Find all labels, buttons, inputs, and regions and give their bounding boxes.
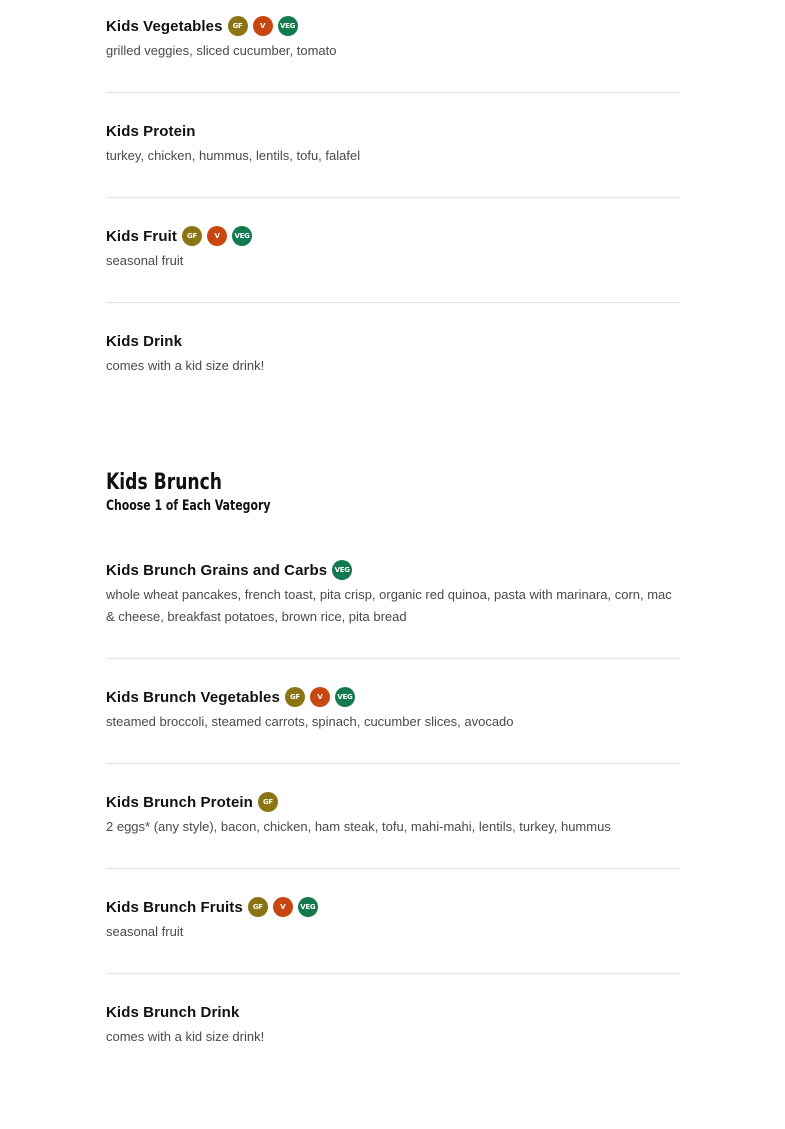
menu-item-description: seasonal fruit (106, 924, 184, 939)
menu-item-kids-drink (106, 330, 680, 377)
dietary-badges (182, 226, 257, 246)
veg-badge-icon: VEG (332, 560, 352, 580)
kids-brunch-menu-list (106, 559, 680, 1048)
menu-item-kids-brunch-protein (106, 791, 680, 869)
menu-item-header (106, 225, 680, 247)
menu-item-name: Kids Brunch Vegetables (106, 688, 280, 706)
menu-item-header (106, 686, 680, 708)
menu-item-name: Kids Brunch Grains and Carbs (106, 561, 328, 579)
menu-item-description: grilled veggies, sliced cucumber, tomato (106, 43, 337, 58)
menu-item-name: Kids Brunch Fruits (106, 898, 243, 916)
v-badge-icon: V (253, 16, 273, 36)
menu-item-name: Kids Protein (106, 122, 196, 140)
menu-item-kids-protein (106, 120, 680, 198)
menu-item-kids-brunch-grains-and-carbs (106, 559, 680, 659)
menu-item-kids-brunch-vegetables (106, 686, 680, 764)
menu-item-description: comes with a kid size drink! (106, 358, 265, 373)
menu-item-header (106, 896, 680, 918)
menu-item-header (106, 791, 680, 813)
menu-item-header (106, 15, 680, 37)
menu-item-description: 2 eggs* (any style), bacon, chicken, ham steak, tofu, mahi-mahi, lentils, turkey, hummus (106, 819, 611, 834)
kids-brunch-section (106, 470, 680, 1048)
dietary-badges (285, 687, 360, 707)
menu-item-description: comes with a kid size drink! (106, 1029, 265, 1044)
menu-item-header (106, 330, 680, 352)
dietary-badges (248, 897, 323, 917)
gf-badge-icon: GF (285, 687, 305, 707)
menu-item-name: Kids Brunch Protein (106, 793, 253, 811)
gf-badge-icon: GF (258, 792, 278, 812)
menu-item-description: steamed broccoli, steamed carrots, spinach, cucumber slices, avocado (106, 714, 514, 729)
menu-item-description: whole wheat pancakes, french toast, pita crisp, organic red quinoa, pasta with marinara, corn, mac & cheese, breakfast potatoes, brown rice, pita bread (106, 587, 672, 624)
kids-menu-list (106, 0, 680, 377)
menu-item-description: turkey, chicken, hummus, lentils, tofu, falafel (106, 148, 361, 163)
dietary-badges (258, 792, 283, 812)
veg-badge-icon: VEG (335, 687, 355, 707)
menu-item-header (106, 1001, 680, 1023)
veg-badge-icon: VEG (298, 897, 318, 917)
menu-container (106, 0, 680, 1048)
dietary-badges (332, 560, 357, 580)
menu-item-header (106, 559, 680, 581)
veg-badge-icon: VEG (232, 226, 252, 246)
menu-item-kids-brunch-fruits (106, 896, 680, 974)
gf-badge-icon: GF (228, 16, 248, 36)
v-badge-icon: V (207, 226, 227, 246)
section-subtitle: Choose 1 of Each Vategory (106, 498, 271, 514)
dietary-badges (228, 16, 303, 36)
gf-badge-icon: GF (248, 897, 268, 917)
menu-item-header (106, 120, 680, 142)
menu-item-name: Kids Brunch Drink (106, 1003, 240, 1021)
menu-item-kids-fruit (106, 225, 680, 303)
menu-item-name: Kids Vegetables (106, 17, 223, 35)
veg-badge-icon: VEG (278, 16, 298, 36)
gf-badge-icon: GF (182, 226, 202, 246)
menu-item-kids-brunch-drink (106, 1001, 680, 1048)
menu-item-name: Kids Drink (106, 332, 183, 350)
v-badge-icon: V (273, 897, 293, 917)
section-title: Kids Brunch (106, 470, 223, 495)
menu-item-name: Kids Fruit (106, 227, 177, 245)
v-badge-icon: V (310, 687, 330, 707)
menu-item-kids-vegetables (106, 15, 680, 93)
menu-item-description: seasonal fruit (106, 253, 184, 268)
